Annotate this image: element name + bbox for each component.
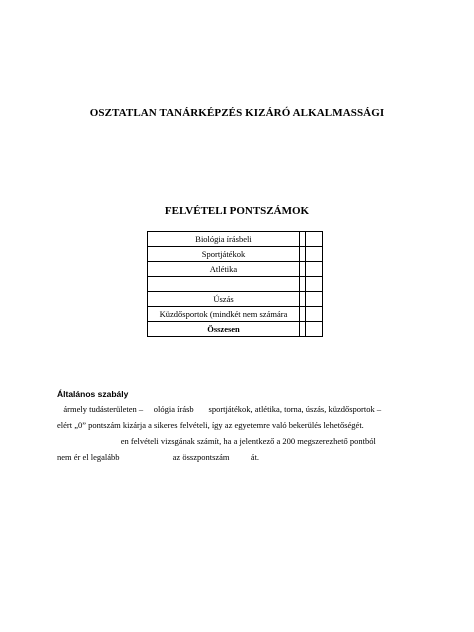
score-table <box>147 231 323 337</box>
table-row <box>148 262 323 277</box>
table-row <box>148 277 323 292</box>
score-cell <box>306 292 323 307</box>
score-cell <box>306 232 323 247</box>
rule-heading: Általános szabály <box>57 389 129 399</box>
total-score-cell <box>306 322 323 337</box>
score-cell <box>306 262 323 277</box>
table-row <box>148 232 323 247</box>
row-label: Úszás <box>148 292 300 307</box>
table-row <box>148 247 323 262</box>
table-row <box>148 292 323 307</box>
rule-line: ármely tudásterületen – ológia írásb sportjátékok, atlétika, torna, úszás, küzdősportok – <box>57 404 382 414</box>
table-row <box>148 307 323 322</box>
rule-line: en felvételi vizsgának számít, ha a jelentkező a 200 megszerezhető pontból <box>57 436 376 446</box>
row-label <box>148 277 300 292</box>
table-title: FELVÉTELI PONTSZÁMOK <box>164 205 310 217</box>
row-label: Küzdősportok (mindkét nem számára <box>148 307 300 322</box>
score-cell <box>306 247 323 262</box>
row-label: Atlétika <box>148 262 300 277</box>
row-label: Biológia írásbeli <box>148 232 300 247</box>
table-row-total <box>148 322 323 337</box>
rule-line: elért „0” pontszám kizárja a sikeres felvételi, így az egyetemre való bekerülés lehetőségét. <box>57 420 364 430</box>
score-cell <box>306 277 323 292</box>
score-cell <box>306 307 323 322</box>
rule-line: nem ér el legalább az összpontszám át. <box>57 452 260 462</box>
row-label: Sportjátékok <box>148 247 300 262</box>
total-label: Összesen <box>148 322 300 337</box>
document-title: OSZTATLAN TANÁRKÉPZÉS KIZÁRÓ ALKALMASSÁGI <box>89 107 385 119</box>
